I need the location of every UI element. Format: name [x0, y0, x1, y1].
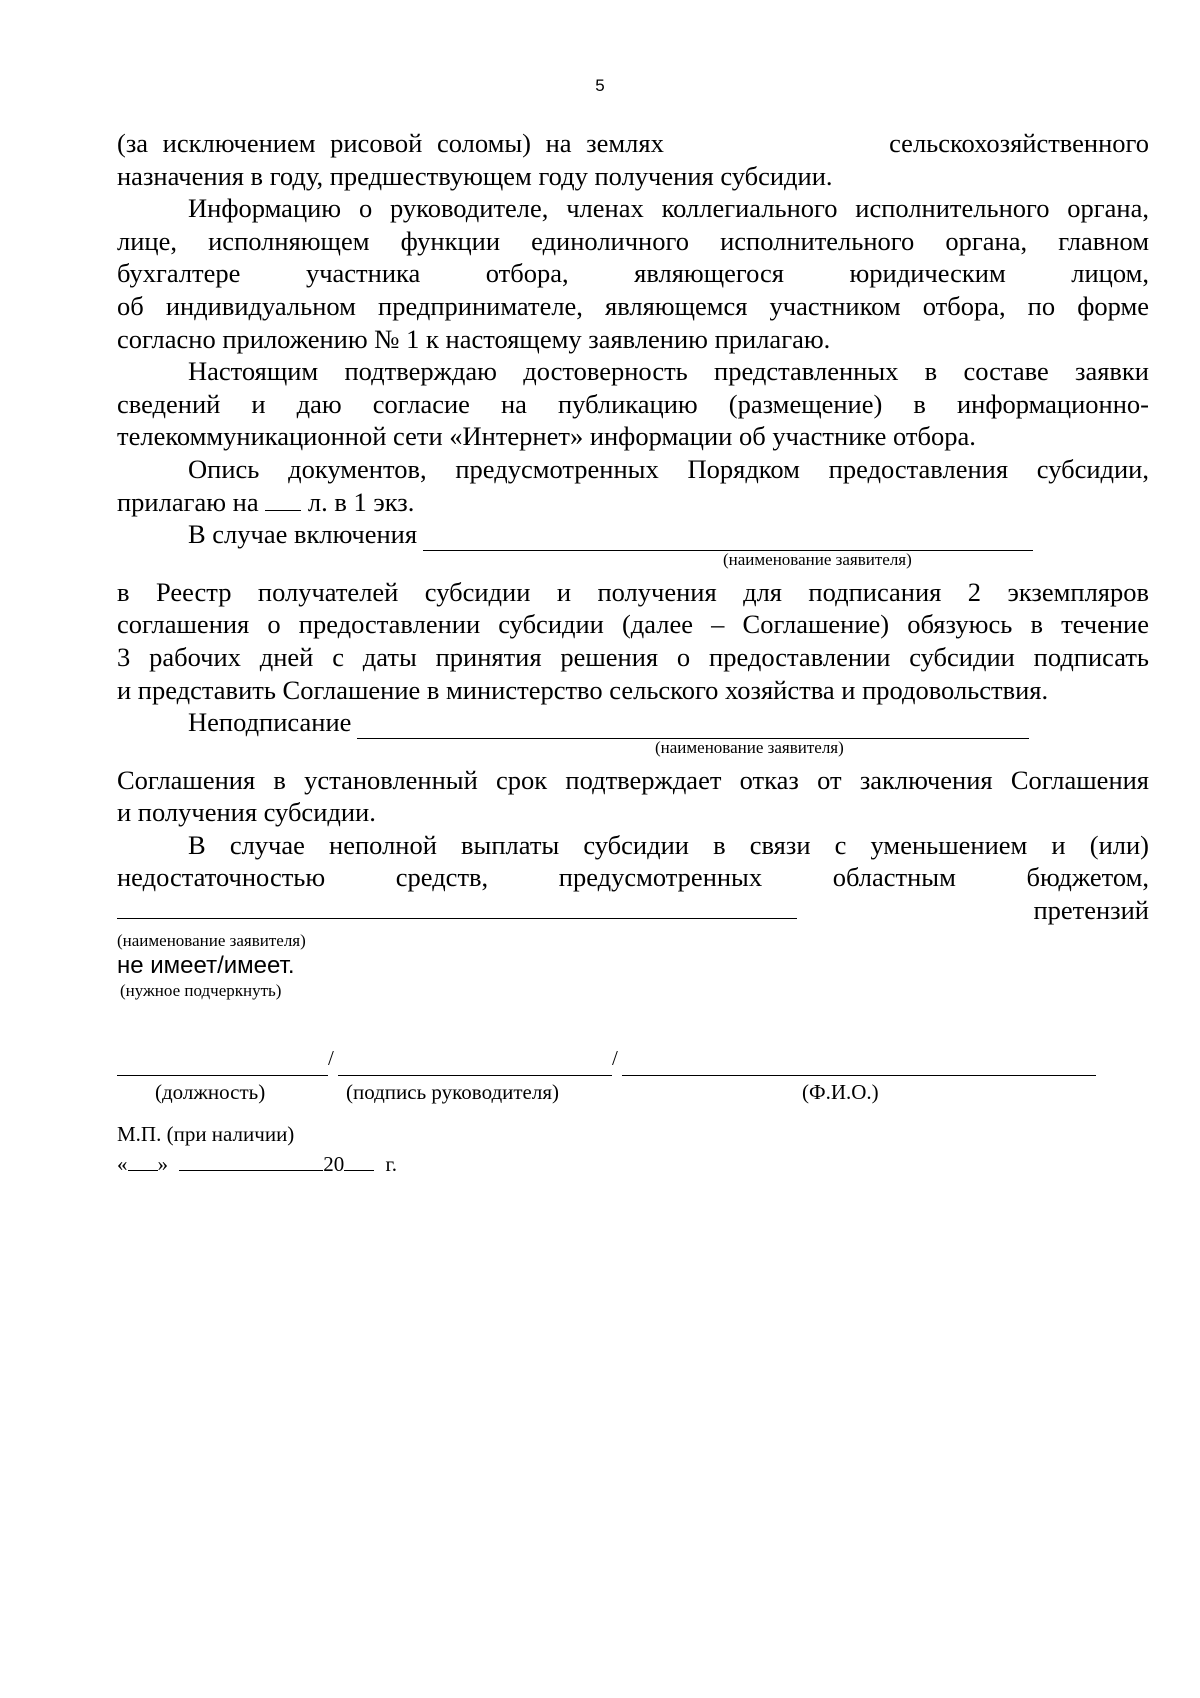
full-name-line[interactable]	[622, 1075, 1096, 1076]
p1-line1-right: сельскохозяйственного	[889, 128, 1149, 158]
p6-line4: и представить Соглашение в министерство сельского хозяйства и продовольствия.	[117, 674, 1049, 705]
stamp-label: М.П. (при наличии)	[117, 1122, 295, 1146]
p8-line2: и получения субсидии.	[117, 797, 376, 828]
p3-line3: телекоммуникационной сети «Интернет» информации об участнике отбора.	[117, 421, 976, 452]
label-position: (должность)	[155, 1080, 266, 1104]
label-signature: (подпись руководителя)	[346, 1080, 560, 1104]
paragraph-4	[117, 453, 1149, 518]
date-year-blank[interactable]	[344, 1152, 374, 1171]
paragraph-9	[117, 829, 1149, 894]
p7-fill-row	[117, 706, 1149, 739]
signature-slash-1: /	[328, 1046, 334, 1070]
applicant-name-blank-2[interactable]	[357, 713, 1029, 739]
date-quote-close: »	[157, 1152, 168, 1176]
p7-caption: (наименование заявителя)	[655, 737, 844, 757]
p2-line1: Информацию о руководителе, членах коллегиального исполнительного органа,	[188, 193, 1149, 224]
p6-line3: 3 рабочих дней с даты принятия решения о предоставлении субсидии подписать	[117, 641, 1149, 672]
p8-line1: Соглашения в установленный срок подтверждает отказ от заключения Соглашения	[117, 764, 1149, 795]
p10-caption: (нужное подчеркнуть)	[120, 980, 282, 1000]
p5-caption: (наименование заявителя)	[723, 549, 912, 569]
p1-line1-left: (за исключением рисовой соломы) на землях	[117, 128, 664, 158]
position-line[interactable]	[117, 1075, 328, 1076]
date-quote-open: «	[117, 1152, 128, 1176]
p7-lead: Неподписание	[188, 707, 352, 738]
p5-lead: В случае включения	[188, 519, 418, 550]
signature-slash-2: /	[612, 1046, 618, 1070]
document-body	[117, 127, 1149, 1001]
paragraph-6	[117, 576, 1149, 706]
applicant-name-blank-1[interactable]	[423, 525, 1033, 551]
p4-line2-end: л. в 1 экз.	[307, 486, 415, 517]
p6-line2: соглашения о предоставлении субсидии (далее – Соглашение) обязуюсь в течение	[117, 609, 1149, 640]
p5-fill-row	[117, 518, 1149, 551]
p2-line3: бухгалтере участника отбора, являющегося юридическим лицом,	[117, 258, 1149, 289]
p1-line2: назначения в году, предшествующем году получения субсидии.	[117, 160, 833, 191]
p1-line1	[117, 127, 1149, 160]
date-row	[117, 1152, 397, 1177]
p2-line5: согласно приложению № 1 к настоящему заявлению прилагаю.	[117, 323, 831, 354]
p4-line2-start: прилагаю на	[117, 486, 259, 517]
p10-text: не имеет/имеет.	[117, 951, 295, 979]
p9-caption: (наименование заявителя)	[117, 930, 306, 950]
p2-line2: лице, исполняющем функции единоличного исполнительного органа, главном	[117, 225, 1149, 256]
p4-line1: Опись документов, предусмотренных Порядком предоставления субсидии,	[188, 453, 1149, 484]
p3-line2: сведений и даю согласие на публикацию (размещение) в информационно-	[117, 388, 1149, 419]
p6-line1: в Реестр получателей субсидии и получения для подписания 2 экземпляров	[117, 576, 1149, 607]
date-year-prefix: 20	[323, 1152, 345, 1176]
label-full-name: (Ф.И.О.)	[802, 1080, 879, 1104]
date-year-suffix: г.	[385, 1152, 397, 1176]
paragraph-2	[117, 192, 1149, 355]
p9-line2: недостаточностью средств, предусмотренных областным бюджетом,	[117, 862, 1149, 893]
paragraph-8	[117, 764, 1149, 829]
date-day-blank[interactable]	[128, 1152, 158, 1171]
p2-line4: об индивидуальном предпринимателе, являющемся участником отбора, по форме	[117, 290, 1149, 321]
p9-line3	[117, 894, 1149, 927]
signature-line[interactable]	[338, 1075, 612, 1076]
p9-line3-right: претензий	[1033, 895, 1149, 926]
page-number: 5	[595, 76, 605, 95]
p9-line1: В случае неполной выплаты субсидии в связи с уменьшением и (или)	[188, 829, 1149, 860]
p3-line1: Настоящим подтверждаю достоверность представленных в составе заявки	[188, 356, 1149, 387]
sheets-count-blank[interactable]	[265, 488, 301, 511]
paragraph-3	[117, 355, 1149, 453]
applicant-name-blank-3[interactable]	[117, 918, 797, 919]
date-month-blank[interactable]	[179, 1152, 323, 1171]
p4-line2	[117, 486, 1149, 519]
